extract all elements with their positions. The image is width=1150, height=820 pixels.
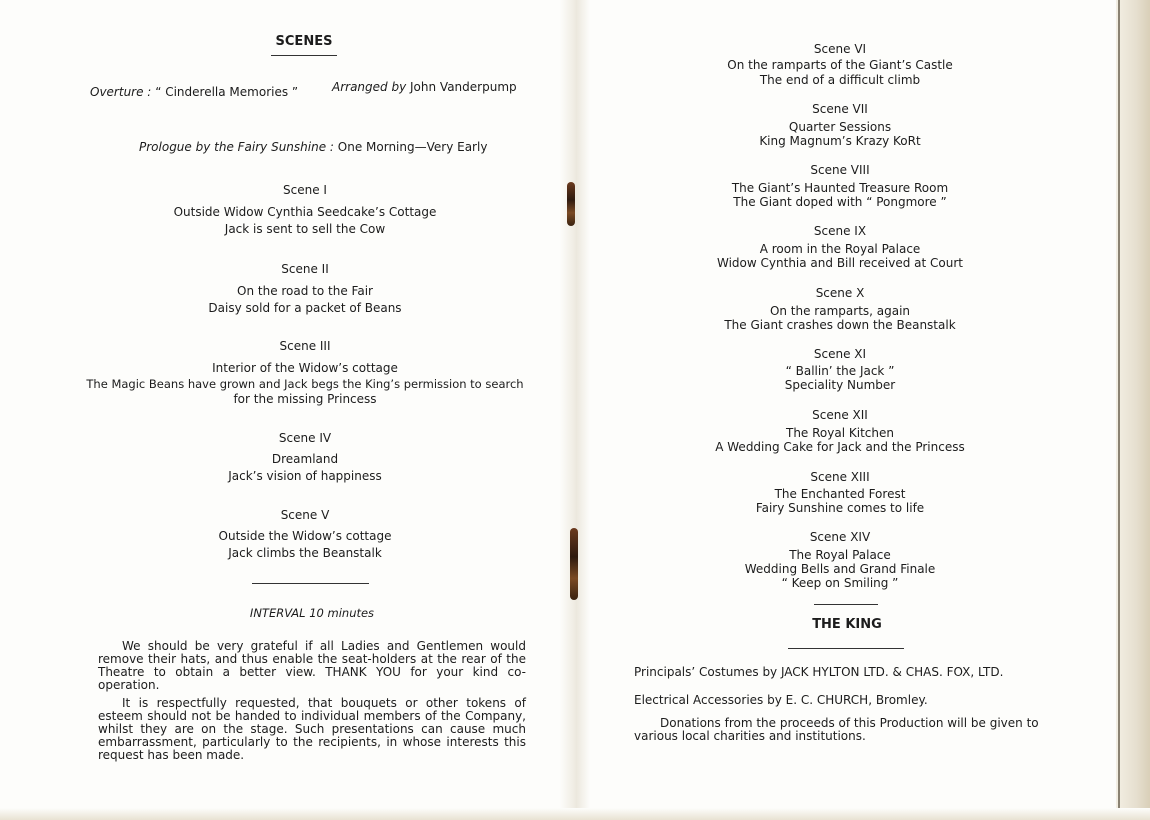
scene-title: Scene IX xyxy=(813,224,867,238)
scene-line: Outside the Widow’s cottage xyxy=(218,529,392,543)
bottom-staple xyxy=(570,528,578,600)
scene-line: The Enchanted Forest xyxy=(774,487,906,501)
scene-line: for the missing Princess xyxy=(233,392,377,406)
scene-line: King Magnum’s Krazy KoRt xyxy=(759,134,921,148)
scene-line: Interior of the Widow’s cottage xyxy=(212,361,398,375)
scene-line: On the ramparts, again xyxy=(769,304,911,318)
scene-line: Jack is sent to sell the Cow xyxy=(224,222,386,236)
electrical-credit: Electrical Accessories by E. C. CHURCH, Bromley. xyxy=(634,693,928,707)
scene-title: Scene VI xyxy=(813,42,867,56)
scene-line: Daisy sold for a packet of Beans xyxy=(208,301,402,315)
prologue-label: Prologue by the Fairy Sunshine : xyxy=(139,140,334,154)
scene-title: Scene VIII xyxy=(810,163,870,177)
scene-title: Scene I xyxy=(283,183,327,197)
scene-line: A room in the Royal Palace xyxy=(759,242,921,256)
scene-title: Scene XI xyxy=(813,347,867,361)
king-top-rule xyxy=(814,604,878,605)
scene-line: The Giant doped with “ Pongmore ” xyxy=(733,195,947,209)
page-edge xyxy=(1116,0,1150,820)
top-staple xyxy=(567,182,575,226)
scenes-heading: SCENES xyxy=(275,34,333,49)
scene-line: Fairy Sunshine comes to life xyxy=(755,501,925,515)
scene-title: Scene III xyxy=(279,339,331,353)
bottom-edge xyxy=(0,808,1150,820)
king-bottom-rule xyxy=(788,648,904,649)
scene-line: On the road to the Fair xyxy=(237,284,373,298)
donations-note: Donations from the proceeds of this Production will be given to various local charities and institutions. xyxy=(634,716,1039,743)
scene-title: Scene II xyxy=(281,262,329,276)
scene-line: Dreamland xyxy=(271,452,339,466)
scene-line: Jack’s vision of happiness xyxy=(228,469,382,483)
scene-line: “ Ballin’ the Jack ” xyxy=(785,364,895,378)
scene-line: On the ramparts of the Giant’s Castle xyxy=(727,58,953,72)
arranged-name: John Vanderpump xyxy=(410,80,517,94)
scene-line: Jack climbs the Beanstalk xyxy=(228,546,382,560)
heading-rule xyxy=(271,55,337,56)
scene-line: Speciality Number xyxy=(784,378,896,392)
scene-line: The Giant crashes down the Beanstalk xyxy=(724,318,956,332)
overture-line xyxy=(90,85,298,100)
costumes-credit: Principals’ Costumes by JACK HYLTON LTD. & CHAS. FOX, LTD. xyxy=(634,665,1004,679)
arranged-line xyxy=(332,80,517,95)
scene-line: The Magic Beans have grown and Jack begs the King’s permission to search xyxy=(86,377,524,391)
interval-text: INTERVAL 10 minutes xyxy=(249,606,375,620)
book-spine xyxy=(560,0,590,820)
scene-line: The Giant’s Haunted Treasure Room xyxy=(731,181,949,195)
arranged-label: Arranged by xyxy=(332,80,407,94)
prologue-line xyxy=(139,140,487,155)
scene-line: The end of a difficult climb xyxy=(759,73,921,87)
scene-line: The Royal Kitchen xyxy=(786,426,894,440)
scene-title: Scene V xyxy=(280,508,330,522)
scene-title: Scene IV xyxy=(278,431,332,445)
the-king-heading: THE KING xyxy=(812,617,882,632)
scene-line: Outside Widow Cynthia Seedcake’s Cottage xyxy=(173,205,437,219)
scene-line: A Wedding Cake for Jack and the Princess xyxy=(715,440,965,454)
overture-label: Overture : xyxy=(90,85,152,99)
scene-line: “ Keep on Smiling ” xyxy=(781,576,899,590)
scene-title: Scene VII xyxy=(812,102,868,116)
page-edge-line xyxy=(1118,0,1120,820)
scene-title: Scene XIV xyxy=(809,530,871,544)
notice-bouquets: It is respectfully requested, that bouquets or other tokens of esteem should not be handed to individual members of the Company, whilst they are on the stage. Such presentations can cause much embarrassment, particularly to the recipients, in whose interests this request has been made. xyxy=(98,696,526,762)
overture-title: “ Cinderella Memories ” xyxy=(155,85,299,99)
scene-line: Quarter Sessions xyxy=(788,120,892,134)
scene-title: Scene X xyxy=(815,286,865,300)
scene-title: Scene XII xyxy=(812,408,868,422)
scene-line: Widow Cynthia and Bill received at Court xyxy=(717,256,963,270)
notice-hats: We should be very grateful if all Ladies and Gentlemen would remove their hats, and thus enable the seat-holders at the rear of the Theatre to obtain a better view. THANK YOU for your kind co-operation. xyxy=(98,639,526,692)
interval-rule xyxy=(252,583,369,584)
scene-line: The Royal Palace xyxy=(789,548,891,562)
scene-title: Scene XIII xyxy=(810,470,870,484)
prologue-text: One Morning—Very Early xyxy=(337,140,488,154)
scene-line: Wedding Bells and Grand Finale xyxy=(744,562,936,576)
